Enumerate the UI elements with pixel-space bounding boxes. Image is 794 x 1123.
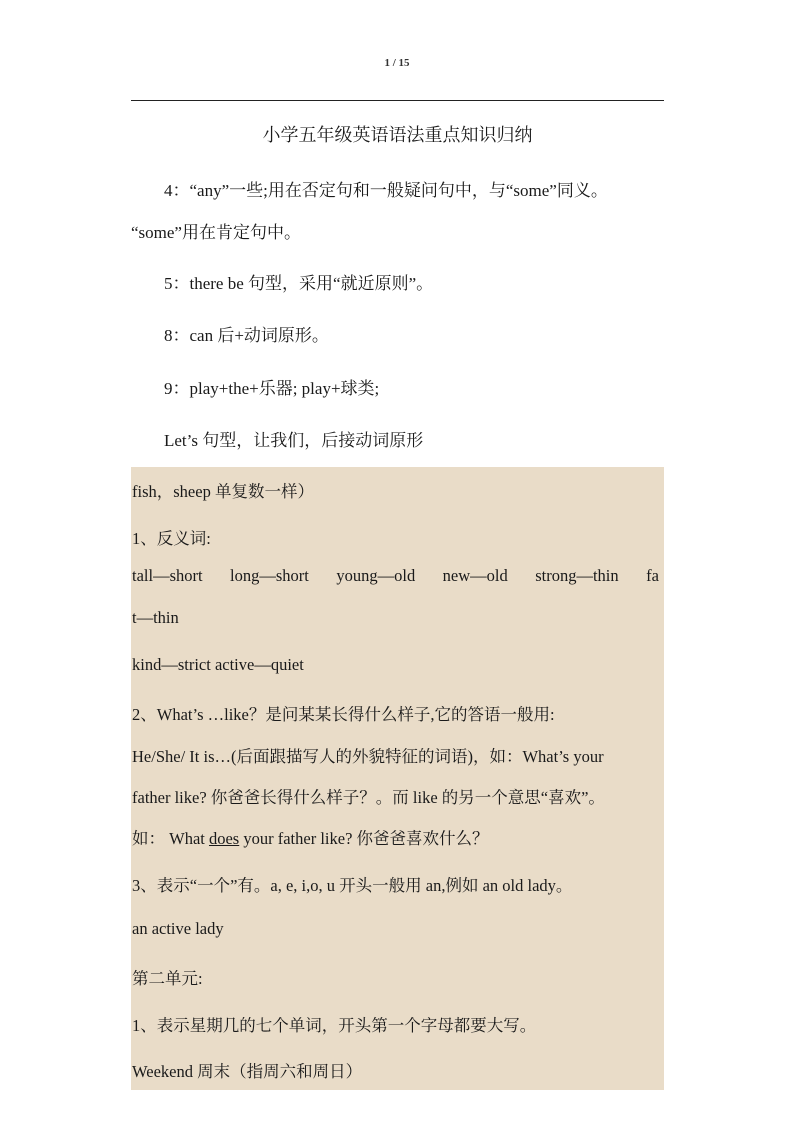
shaded-line: an active lady [132, 919, 224, 938]
shaded-line: kind—strict active—quiet [132, 655, 304, 674]
shaded-line: t—thin [132, 608, 179, 627]
shaded-line: 3、表示“一个”有。a, e, i,o, u 开头一般用 an,例如 an old lady。 [132, 876, 573, 895]
antonym-item: new—old [442, 566, 508, 585]
antonym-item: long—short [230, 566, 309, 585]
body-paragraph: Let’s 句型，让我们，后接动词原形 [164, 431, 424, 450]
body-paragraph: 9：play+the+乐器; play+球类; [164, 379, 380, 398]
body-paragraph: 5：there be 句型，采用“就近原则”。 [164, 274, 434, 293]
antonym-item: young—old [336, 566, 416, 585]
page-number: 1 / 15 [384, 57, 410, 69]
shaded-line: father like? 你爸爸长得什么样子？。而 like 的另一个意思“喜欢”。 [132, 788, 605, 807]
shaded-line: Weekend 周末（指周六和周日） [132, 1062, 363, 1081]
document-title: 小学五年级英语语法重点知识归纳 [262, 125, 533, 145]
header-rule [131, 100, 664, 101]
antonym-item: tall—short [132, 566, 203, 585]
antonym-item: strong—thin [535, 566, 619, 585]
underlined-word: does [208, 829, 240, 848]
shaded-line: fish，sheep 单复数一样） [132, 482, 314, 501]
text-segment: your father like? 你爸爸喜欢什么？ [239, 829, 489, 848]
antonym-item: fa [646, 566, 659, 585]
shaded-line [132, 825, 489, 849]
antonym-row [132, 566, 659, 586]
body-paragraph: 8：can 后+动词原形。 [164, 326, 329, 345]
shaded-line: 1、表示星期几的七个单词，开头第一个字母都要大写。 [132, 1016, 537, 1035]
shaded-line: 2、What’s …like？是问某某长得什么样子,它的答语一般用: [132, 705, 555, 724]
shaded-section [131, 467, 664, 1090]
body-paragraph: 4：“any”一些;用在否定句和一般疑问句中，与“some”同义。 [164, 181, 608, 200]
section-heading: 第二单元: [132, 969, 203, 988]
shaded-line: He/She/ It is…(后面跟描写人的外貌特征的词语)，如：What’s your [132, 747, 604, 766]
shaded-line: 1、反义词: [132, 529, 211, 548]
body-paragraph: “some”用在肯定句中。 [131, 223, 301, 242]
text-segment: 如： What [132, 829, 209, 848]
